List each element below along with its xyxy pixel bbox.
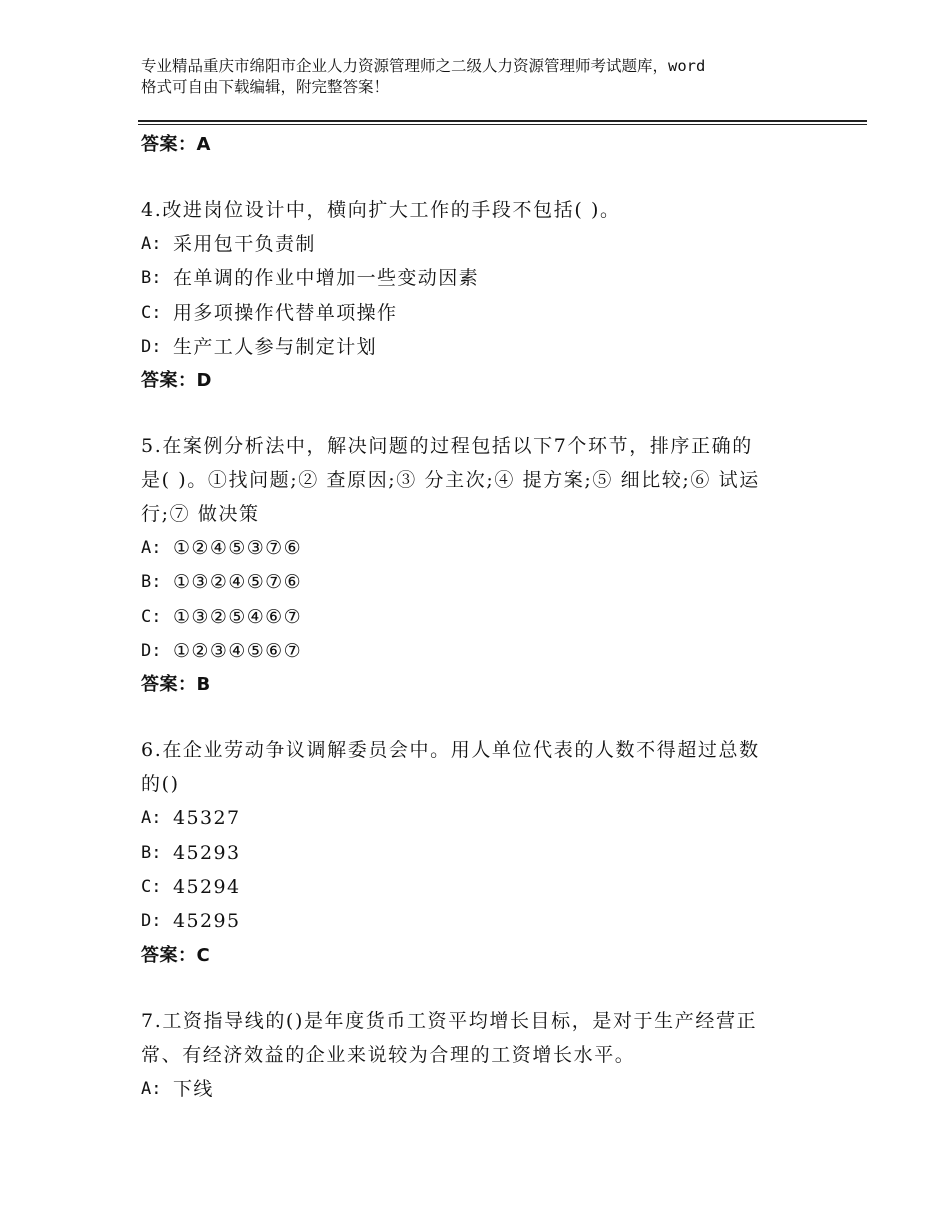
option-c	[141, 870, 831, 904]
option-letter: B:	[141, 268, 162, 289]
header-rule-thin	[138, 124, 867, 125]
header-line-1: 专业精品重庆市绵阳市企业人力资源管理师之二级人力资源管理师考试题库，word	[141, 57, 706, 75]
option-letter: A:	[141, 1078, 162, 1099]
question-4	[141, 193, 831, 397]
option-b	[141, 261, 831, 295]
option-letter: B:	[141, 572, 162, 593]
option-letter: B:	[141, 842, 162, 863]
option-a	[141, 227, 831, 261]
question-stem-line: 7.工资指导线的()是年度货币工资平均增长目标，是对于生产经营正	[141, 1009, 758, 1032]
header-line-2: 格式可自由下载编辑，附完整答案！	[141, 78, 390, 96]
option-letter: A:	[141, 538, 162, 559]
option-letter: D:	[141, 336, 162, 357]
option-text: 下线	[173, 1077, 214, 1100]
option-c	[141, 296, 831, 330]
option-text: 生产工人参与制定计划	[173, 335, 378, 358]
option-letter: C:	[141, 302, 162, 323]
question-stem-line: 行;⑦ 做决策	[141, 503, 260, 526]
question-7	[141, 1004, 831, 1106]
option-text: 45295	[173, 910, 241, 933]
option-d	[141, 634, 831, 668]
option-a	[141, 531, 831, 565]
answer-label: 答案：D	[141, 370, 212, 392]
question-6	[141, 733, 831, 971]
option-c	[141, 600, 831, 634]
option-text: 在单调的作业中增加一些变动因素	[173, 267, 480, 290]
option-letter: A:	[141, 234, 162, 254]
question-stem-line: 的()	[141, 773, 180, 796]
option-text: ①③②④⑤⑦⑥	[173, 571, 303, 594]
answer-label: 答案：B	[141, 674, 211, 696]
option-text: 用多项操作代替单项操作	[173, 301, 398, 324]
option-a	[141, 1072, 831, 1106]
option-b	[141, 565, 831, 599]
option-b	[141, 836, 831, 870]
answer-label: 答案：C	[141, 944, 211, 966]
option-letter: D:	[141, 641, 162, 662]
option-letter: C:	[141, 606, 162, 627]
question-stem-line: 常、有经济效益的企业来说较为合理的工资增长水平。	[141, 1043, 636, 1066]
question-stem: 4.改进岗位设计中，横向扩大工作的手段不包括( )。	[141, 199, 621, 221]
option-text: 采用包干负责制	[173, 233, 316, 255]
option-a	[141, 801, 831, 835]
option-text: ①③②⑤④⑥⑦	[173, 605, 303, 628]
option-d	[141, 330, 831, 364]
question-5	[141, 429, 831, 701]
question-list	[141, 128, 831, 1106]
option-letter: D:	[141, 911, 162, 932]
option-text: ①②④⑤③⑦⑥	[173, 537, 303, 560]
option-text: 45327	[173, 807, 241, 830]
question-stem-line: 5.在案例分析法中，解决问题的过程包括以下7个环节，排序正确的	[141, 435, 753, 458]
option-text: 45293	[173, 841, 241, 864]
question-stem-line: 6.在企业劳动争议调解委员会中。用人单位代表的人数不得超过总数	[141, 739, 760, 762]
option-text: ①②③④⑤⑥⑦	[173, 640, 303, 663]
answer-label: 答案：A	[141, 134, 211, 155]
question-stem-line: 是( )。①找问题;② 查原因;③ 分主次;④ 提方案;⑤ 细比较;⑥ 试运	[141, 469, 760, 492]
header-rule-thick	[138, 120, 867, 122]
option-letter: C:	[141, 876, 162, 897]
option-text: 45294	[173, 875, 241, 898]
page-header	[141, 56, 841, 98]
option-d	[141, 904, 831, 938]
option-letter: A:	[141, 808, 162, 829]
